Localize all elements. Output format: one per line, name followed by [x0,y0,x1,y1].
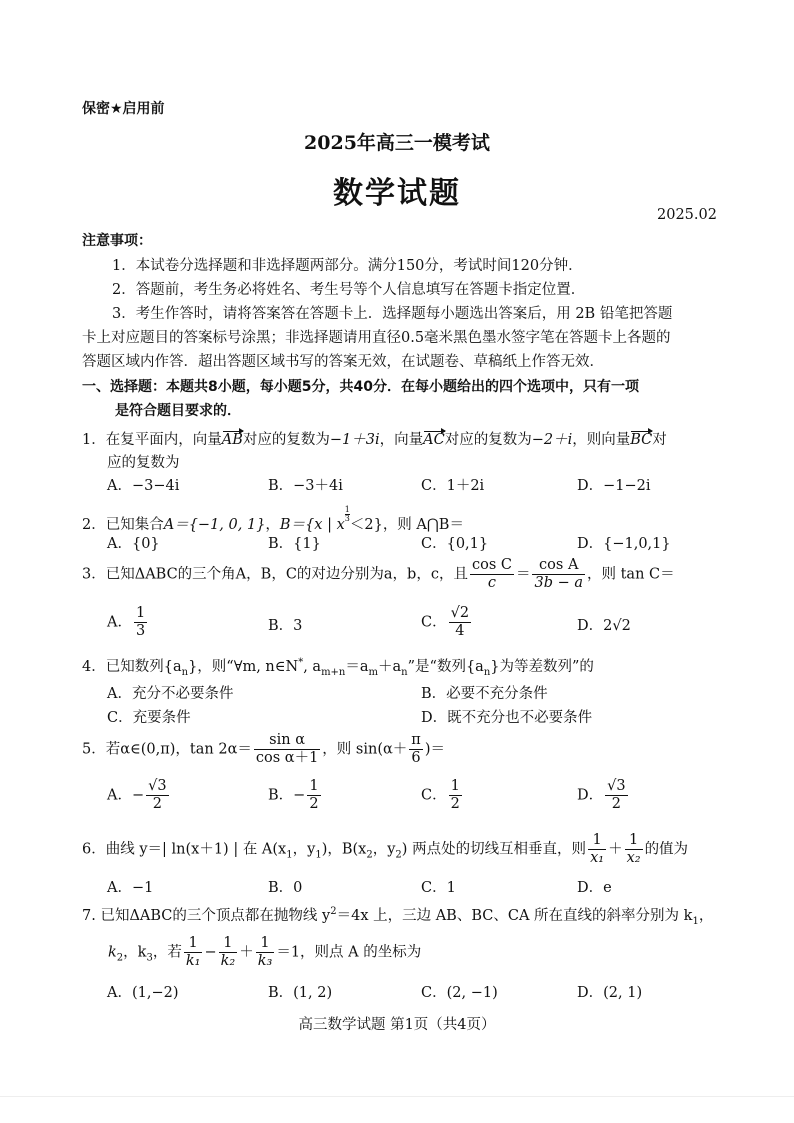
subject-title: 数学试题 [333,176,461,211]
q2-option-d[interactable]: D．{−1,0,1} [577,536,671,552]
q7-option-d[interactable]: D．(2, 1) [577,985,643,1001]
question-2-stem: 2．已知集合A＝{−1, 0, 1}，B＝{x | x $\frac{1}{3}$ ＜2}，则 A⋂B＝ [82,505,464,533]
q3-option-b[interactable]: B．3 [268,618,303,634]
note-2: 2．答题前，考生务必将姓名、考生号等个人信息填写在答题卡指定位置． [112,282,586,298]
q6-option-c[interactable]: C．1 [421,880,456,896]
q2-option-c[interactable]: C．{0,1} [421,536,489,552]
section-heading-line2: 是符合题目要求的． [115,403,241,419]
page-footer: 高三数学试题 第1页（共4页） [298,1017,496,1033]
q1-option-c[interactable]: C．1＋2i [421,478,485,494]
q5-option-c[interactable]: C． $\frac{1}{2}$ [421,778,460,812]
question-7-stem: 7. 已知ΔABC的三个顶点都在抛物线 $y^2=4x$ 上，三边 AB、BC、CA 所在直线的斜率分别为 $k_1$， [82,906,714,927]
q7-option-b[interactable]: B．(1, 2) [268,985,333,1001]
note-3-line1: 3．考生作答时，请将答案答在答题卡上．选择题每小题选出答案后，用 2B 铅笔把答题 [112,306,673,322]
q5-option-a[interactable]: A．− $\frac{√3}{2}$ [107,778,167,812]
question-1-stem: 1．在复平面内，向量AB对应的复数为−1＋3i，向量AC对应的复数为−2＋i，则向量BC对 [82,432,667,448]
vector-ab: AB [221,432,243,448]
vector-ac: AC [423,432,445,448]
confidential-label: 保密★启用前 [82,101,165,117]
q6-option-b[interactable]: B．0 [268,880,303,896]
q7-option-a[interactable]: A．(1,−2) [107,985,179,1001]
q4-option-a[interactable]: A．充分不必要条件 [107,686,234,702]
question-1-stem-cont: 应的复数为 [107,455,180,471]
q3-option-a[interactable]: A． $\frac{1}{3}$ [107,605,146,639]
q2-option-a[interactable]: A．{0} [107,536,160,552]
question-3-stem: 3．已知ΔABC的三个角A，B，C的对边分别为a，b，c，且 $\frac{\text{cos C}}{c}$ ＝ $\frac{\text{cos A}}{3b - a}$ ，则 tan C＝ [82,557,675,591]
q5-option-b[interactable]: B．− $\frac{1}{2}$ [268,778,319,812]
q4-option-b[interactable]: B．必要不充分条件 [421,686,548,702]
exam-title: 2025年高三一模考试 [304,132,490,154]
note-3-line3: 答题区域内作答．超出答题区域书写的答案无效，在试题卷、草稿纸上作答无效． [82,354,604,370]
q4-option-c[interactable]: C．充要条件 [107,710,191,726]
q3-option-d[interactable]: D．2√2 [577,618,631,634]
q5-option-d[interactable]: D． $\frac{√3}{2}$ [577,778,626,812]
section-heading-line1: 一、选择题：本题共8小题，每小题5分，共40分．在每小题给出的四个选项中，只有一项 [82,379,639,395]
note-3-line2: 卡上对应题目的答案标号涂黑；非选择题请用直径0.5毫米黑色墨水签字笔在答题卡上各题的 [82,330,671,346]
q1-option-a[interactable]: A．−3−4i [107,478,180,494]
vector-bc: BC [630,432,653,448]
question-5-stem: 5．若α∈(0,π)，tan 2α＝ $\frac{\text{sin α}}{\text{cos α＋1}}$ ，则 sin(α＋ $\frac{\pi}{6}$ )＝ [82,732,445,766]
question-6-stem: 6．曲线 y＝| ln(x＋1) | 在 $A(x_1$，$y_1$)，$B(x_2$，$y_2$) 两点处的切线互相垂直，则 $\frac{1}{\text{x₁}}$ ＋ $\frac{1}{\text{x₂}}$ 的值为 [82,832,689,866]
q2-option-b[interactable]: B．{1} [268,536,321,552]
notes-heading: 注意事项： [82,233,152,249]
q4-option-d[interactable]: D．既不充分也不必要条件 [421,710,593,726]
q7-option-c[interactable]: C．(2, −1) [421,985,498,1001]
q3-option-c[interactable]: C． $\frac{√2}{4}$ [421,605,470,639]
question-7-stem-cont: $k_2$，$k_3$，若 $\frac{1}{\text{k₁}}$ − $\frac{1}{\text{k₂}}$ ＋ $\frac{1}{\text{k₃}}$ ＝1，则点 A 的坐标为 [108,935,422,969]
bottom-divider [0,1096,794,1097]
question-4-stem: 4．已知数列$\{a_n\}$，则“∀m, n∈N*, $a_{m+n}=a_m+a_n$”是“数列$\{a_n\}$为等差数列”的 [82,657,594,678]
exam-date: 2025.02 [657,207,717,223]
note-1: 1．本试卷分选择题和非选择题两部分。满分150分，考试时间120分钟． [112,258,583,274]
q1-option-b[interactable]: B．−3＋4i [268,478,343,494]
q1-option-d[interactable]: D．−1−2i [577,478,651,494]
q6-option-a[interactable]: A．−1 [107,880,154,896]
q6-option-d[interactable]: D．e [577,880,612,896]
